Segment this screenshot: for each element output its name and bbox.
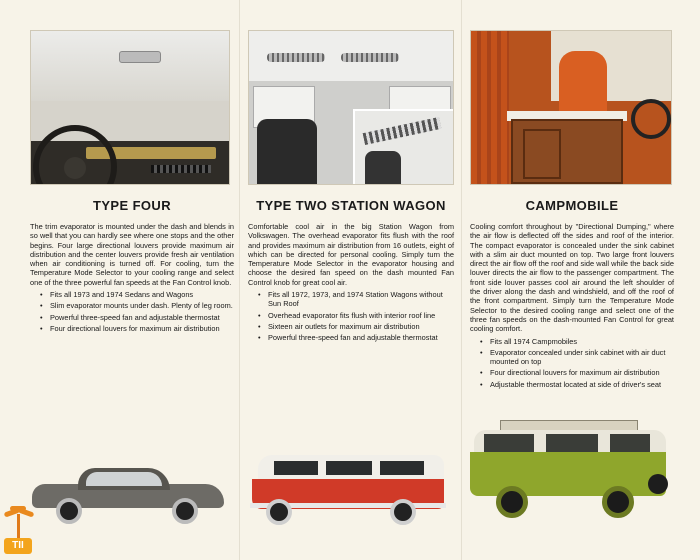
feature-item: • Powerful three-speed fan and adjustable thermostat — [258, 333, 454, 342]
type-four-dashboard-photo — [30, 30, 230, 185]
station-wagon-column — [248, 198, 454, 345]
feature-item: • Evaporator concealed under sink cabinet with air duct mounted on top — [480, 348, 674, 367]
station-wagon-interior-photo — [248, 30, 454, 185]
page-fold-right — [461, 0, 462, 560]
feature-item: • Sixteen air outlets for maximum air distribution — [258, 322, 454, 331]
feature-item: • Overhead evaporator fits flush with interior roof line — [258, 311, 454, 320]
feature-item: • Slim evaporator mounts under dash. Plenty of leg room. — [40, 301, 234, 310]
feature-item: • Fits all 1972, 1973, and 1974 Station Wagons without Sun Roof — [258, 290, 454, 309]
feature-item: • Four directional louvers for maximum air distribution — [480, 368, 674, 377]
logo-mark: TII — [4, 538, 32, 554]
feature-item: • Adjustable thermostat located at side of driver's seat — [480, 380, 674, 389]
feature-item: • Fits all 1973 and 1974 Sedans and Wagons — [40, 290, 234, 299]
type-four-car-photo — [32, 464, 224, 526]
station-wagon-heading: TYPE TWO STATION WAGON — [256, 198, 446, 213]
campmobile-interior-photo — [470, 30, 672, 185]
page-fold-left — [239, 0, 240, 560]
type-four-column — [30, 198, 234, 335]
campmobile-features — [470, 337, 674, 389]
type-four-body: The trim evaporator is mounted under the dash and blends in so well that you can hardly see where one stops and the other begins. Four large directional louvers provide maximum air distribution and the center louvers provide fresh air ventilation when air conditioning is turned off. For cooling, turn the Temperature Mode Selector to your cooling range and select one of the three powerful fan speeds at the Fan Control knob. — [30, 222, 234, 287]
type-four-heading: TYPE FOUR — [93, 198, 171, 213]
station-wagon-body: Comfortable cool air in the big Station Wagon from Volkswagen. The overhead evaporator fits flush with the roof and provides maximum air distribution from 16 outlets, eight of which can be directed for personal cooling. Simply turn the Temperature Mode Selector in the evaporator housing and choose the desired fan speed on the dash mounted Fan Control knob for great cool air. — [248, 222, 454, 287]
campmobile-column — [470, 198, 674, 391]
palm-tree-logo — [4, 504, 34, 554]
feature-item: • Fits all 1974 Campmobiles — [480, 337, 674, 346]
station-wagon-bus-photo — [252, 455, 444, 525]
campmobile-van-photo — [470, 420, 670, 525]
campmobile-heading: CAMPMOBILE — [525, 198, 619, 213]
campmobile-body: Cooling comfort throughout by "Directional Dumping," where the air flow is deflected off the sides and roof of the interior. The compact evaporator is concealed under the sink cabinet with a slim air duct mounted on top. Two large front louvers direct the air flow off the roof and side wall while the back side louver directs the air flow to the passenger compartment. The front side louver passes cool air around the left shoulder of the driver along the dash and windshield, and off the roof of the front compartment. Simply turn the Temperature Mode Selector to the desired cooling range and select one of the three fan speeds on the dash-mounted Fan Control for great cooling comfort. — [470, 222, 674, 334]
evaporator-inset-photo — [353, 109, 454, 185]
station-wagon-features — [248, 290, 454, 342]
feature-item: • Four directional louvers for maximum air distribution — [40, 324, 234, 333]
type-four-features — [30, 290, 234, 333]
feature-item: • Powerful three-speed fan and adjustable thermostat — [40, 313, 234, 322]
